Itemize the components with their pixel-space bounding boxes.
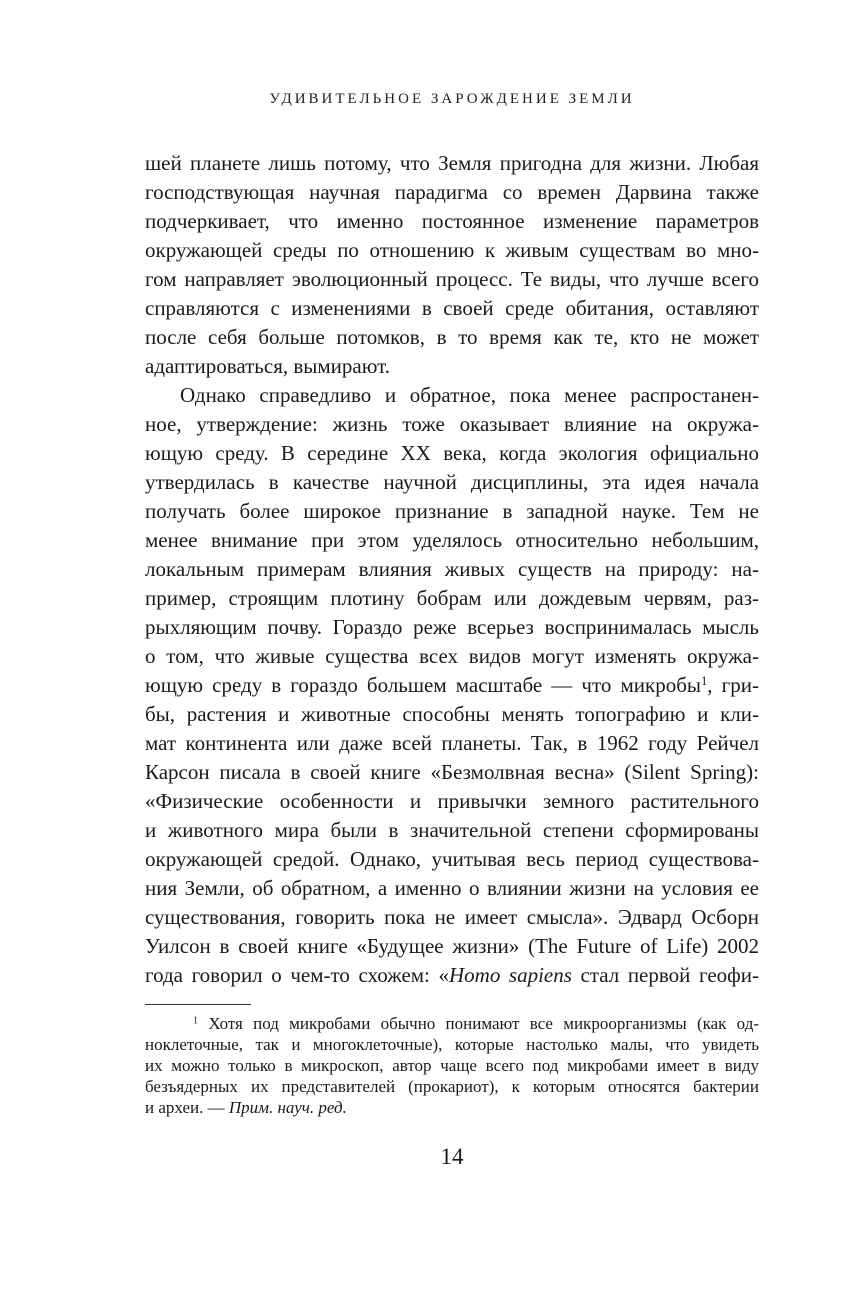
text-span: Однако справедливо и обратное, пока менее распростанен- bbox=[180, 383, 759, 407]
text-span: менее внимание при этом уделялось относительно небольшим, bbox=[145, 528, 759, 552]
text-line bbox=[145, 294, 759, 323]
footnote-marker: 1 bbox=[193, 1015, 199, 1027]
text-line bbox=[145, 700, 759, 729]
text-span: подчеркивает, что именно постоянное изменение параметров bbox=[145, 209, 759, 233]
text-line bbox=[145, 439, 759, 468]
text-span: ноклеточные, так и многоклеточные), которые настолько малы, что увидеть bbox=[145, 1035, 759, 1054]
text-span: года говорил о чем-то схожем: « bbox=[145, 963, 449, 987]
text-span: окружающей средой. Однако, учитывая весь период существова- bbox=[145, 847, 759, 871]
text-span: бы, растения и животные способны менять топографию и кли- bbox=[145, 702, 759, 726]
footnote-line bbox=[145, 1013, 759, 1034]
text-span: ющую среду в гораздо большем масштабе — что микробы bbox=[145, 673, 701, 697]
text-line bbox=[145, 816, 759, 845]
text-line bbox=[145, 236, 759, 265]
italic-text: Прим. науч. ред. bbox=[228, 1098, 347, 1117]
text-line bbox=[145, 845, 759, 874]
text-span: ния Земли, об обратном, а именно о влиянии жизни на условия ее bbox=[145, 876, 759, 900]
text-line bbox=[145, 961, 759, 990]
text-span: получать более широкое признание в западной науке. Тем не bbox=[145, 499, 759, 523]
book-page bbox=[145, 0, 759, 1171]
text-span: Уилсон в своей книге «Будущее жизни» (The Future of Life) 2002 bbox=[145, 934, 759, 958]
text-span: пример, строящим плотину бобрам или дождевым червям, раз- bbox=[145, 586, 759, 610]
text-line bbox=[145, 758, 759, 787]
text-line bbox=[145, 555, 759, 584]
text-span: безъядерных их представителей (прокариот), к которым относятся бактерии bbox=[145, 1077, 759, 1096]
text-line bbox=[145, 207, 759, 236]
text-line bbox=[145, 584, 759, 613]
footnote-line bbox=[145, 1055, 759, 1076]
page-number: 14 bbox=[440, 1144, 464, 1169]
text-line bbox=[145, 932, 759, 961]
text-span: окружающей среды по отношению к живым существам во мно- bbox=[145, 238, 759, 262]
text-span: существования, говорить пока не имеет смысла». Эдвард Осборн bbox=[145, 905, 759, 929]
text-line bbox=[145, 149, 759, 178]
text-line bbox=[145, 729, 759, 758]
text-span: ное, утверждение: жизнь тоже оказывает влияние на окружа- bbox=[145, 412, 759, 436]
text-span: рыхляющим почву. Гораздо реже всерьез воспринималась мысль bbox=[145, 615, 759, 639]
text-span: после себя больше потомков, в то время как те, кто не может bbox=[145, 325, 759, 349]
text-span: господствующая научная парадигма со времен Дарвина также bbox=[145, 180, 759, 204]
text-line bbox=[145, 468, 759, 497]
footnote-line bbox=[145, 1097, 759, 1118]
text-line bbox=[145, 671, 759, 700]
footnote-line bbox=[145, 1034, 759, 1055]
text-line bbox=[145, 874, 759, 903]
text-line bbox=[145, 903, 759, 932]
text-line bbox=[145, 613, 759, 642]
text-line bbox=[145, 642, 759, 671]
text-line bbox=[145, 178, 759, 207]
text-span: Карсон писала в своей книге «Безмолвная весна» (Silent Spring): bbox=[145, 760, 759, 784]
footnote-marker: 1 bbox=[701, 674, 708, 689]
text-line bbox=[145, 381, 759, 410]
text-line bbox=[145, 323, 759, 352]
text-line bbox=[145, 787, 759, 816]
text-span: шей планете лишь потому, что Земля пригодна для жизни. Любая bbox=[145, 151, 759, 175]
text-span: гом направляет эволюционный процесс. Те виды, что лучше всего bbox=[145, 267, 759, 291]
text-span: «Физические особенности и привычки земного растительного bbox=[145, 789, 759, 813]
text-span: их можно только в микроскоп, автор чаще всего под микробами имеет в виду bbox=[145, 1056, 759, 1075]
footnote-divider bbox=[145, 1004, 251, 1005]
text-span: локальным примерам влияния живых существ на природу: на- bbox=[145, 557, 759, 581]
italic-text: Homo sapiens bbox=[448, 963, 572, 987]
text-span: и археи. — bbox=[145, 1098, 229, 1117]
text-line bbox=[145, 526, 759, 555]
text-span: утвердилась в качестве научной дисциплины, эта идея начала bbox=[145, 470, 759, 494]
text-span: , гри- bbox=[707, 673, 759, 697]
text-span: стал первой геофи- bbox=[571, 963, 759, 987]
text-line bbox=[145, 265, 759, 294]
text-line bbox=[145, 410, 759, 439]
text-line bbox=[145, 352, 759, 381]
text-span: мат континента или даже всей планеты. Так, в 1962 году Рейчел bbox=[145, 731, 759, 755]
text-span: ющую среду. В середине XX века, когда экология официально bbox=[145, 441, 759, 465]
footnote-line bbox=[145, 1076, 759, 1097]
text-span: адаптироваться, вымирают. bbox=[145, 354, 390, 378]
running-header: УДИВИТЕЛЬНОЕ ЗАРОЖДЕНИЕ ЗЕМЛИ bbox=[269, 91, 635, 107]
text-span: и животного мира были в значительной степени сформированы bbox=[145, 818, 759, 842]
text-line bbox=[145, 497, 759, 526]
text-span: Хотя под микробами обычно понимают все микроорганизмы (как од- bbox=[198, 1014, 759, 1033]
footnote bbox=[145, 1013, 759, 1118]
body-text bbox=[145, 149, 759, 990]
text-span: о том, что живые существа всех видов могут изменять окружа- bbox=[145, 644, 759, 668]
text-span: справляются с изменениями в своей среде обитания, оставляют bbox=[145, 296, 759, 320]
